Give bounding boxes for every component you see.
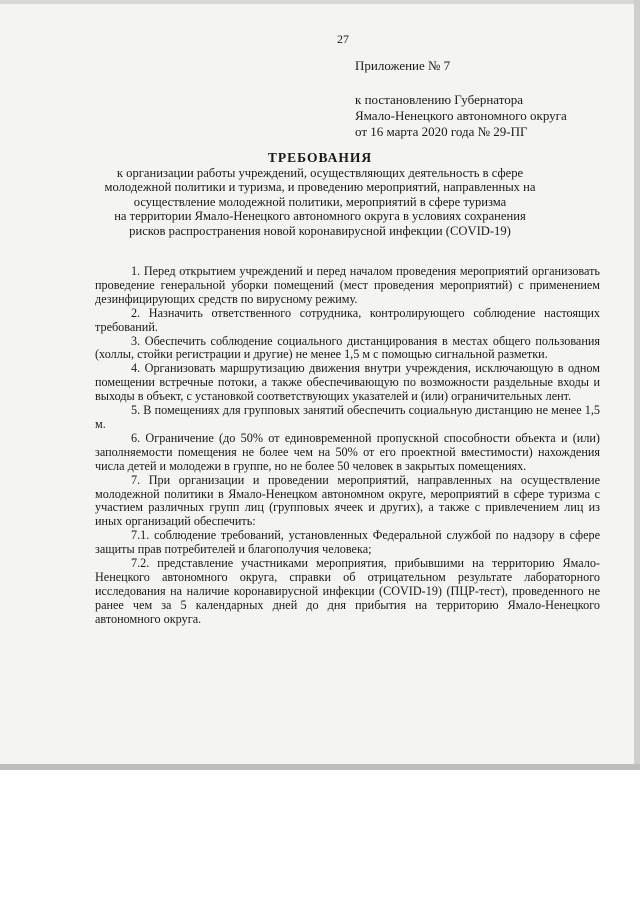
subtitle-line: на территории Ямало-Ненецкого автономного округа в условиях сохранения [114, 209, 526, 224]
annex-line: от 16 марта 2020 года № 29-ПГ [355, 124, 528, 139]
paragraph-5: 5. В помещениях для групповых занятий обеспечить социальную дистанцию не менее 1,5 м. [95, 403, 600, 431]
paragraph-4: 4. Организовать маршрутизацию движения внутри учреждения, исключающую в одном помещении встречные потоки, а также обеспечивающую по возможности раздельные входы и выходы в объект, с установкой соответствующих указателей и (или) ограничительных лент. [95, 361, 600, 404]
scan-edge-top [0, 0, 640, 4]
document-body [95, 265, 600, 627]
paragraph-7: 7. При организации и проведении мероприятий, направленных на осуществление молодежной политики в Ямало-Ненецком автономном округе, мероприятий в сфере туризма с участием различных групп лиц (групповых ячеек и других), а также с привлечением лиц из иных организаций обеспечить: [95, 472, 600, 529]
document-title: ТРЕБОВАНИЯ [267, 150, 373, 165]
paragraph-2: 2. Назначить ответственного сотрудника, контролирующего соблюдение настоящих требований. [95, 305, 600, 334]
paragraph-3: 3. Обеспечить соблюдение социального дистанцирования в местах общего пользования (холлы, стойки регистрации и другие) не менее 1,5 м с помощью сигнальной разметки. [95, 333, 600, 362]
paragraph-1: 1. Перед открытием учреждений и перед началом проведения мероприятий организовать проведение генеральной уборки помещений (мест проведения мероприятий) с применением дезинфицирующих средств по вирусному режиму. [95, 264, 600, 306]
paragraph-6: 6. Ограничение (до 50% от единовременной пропускной способности объекта и (или) заполняемости помещения не более чем на 50% от его проектной вместимости) нахождения числа детей и молодежи в группе, но не более 50 человек в закрытых помещениях. [95, 430, 600, 473]
annex-title: Приложение № 7 [355, 58, 451, 73]
annex-line: к постановлению Губернатора [355, 92, 524, 107]
scan-edge-bottom [0, 764, 640, 770]
subtitle-line: осуществление молодежной политики, мероприятий в сфере туризма [133, 194, 507, 209]
document-subtitle [60, 166, 580, 238]
paragraph-7-1: 7.1. соблюдение требований, установленных Федеральной службой по надзору в сфере защиты прав потребителей и благополучия человека; [95, 528, 600, 557]
annex-line: Ямало-Ненецкого автономного округа [355, 108, 567, 123]
subtitle-line: рисков распространения новой коронавирусной инфекции (COVID-19) [129, 223, 511, 238]
subtitle-line: молодежной политики и туризма, и проведению мероприятий, направленных на [104, 180, 536, 195]
subtitle-line: к организации работы учреждений, осуществляющих деятельность в сфере [116, 166, 524, 180]
page-number: 27 [337, 32, 349, 46]
annex-block [355, 58, 567, 140]
paragraph-7-2: 7.2. представление участниками мероприятия, прибывшими на территорию Ямало-Ненецкого автономного округа, справки об отрицательном результате лабораторного исследования на наличие коронавирусной инфекции (COVID-19) (ПЦР-тест), проведенного не ранее чем за 5 календарных дней до дня прибытия на территорию Ямало-Ненецкого автономного округа. [95, 556, 600, 626]
scan-edge-right [634, 0, 640, 768]
